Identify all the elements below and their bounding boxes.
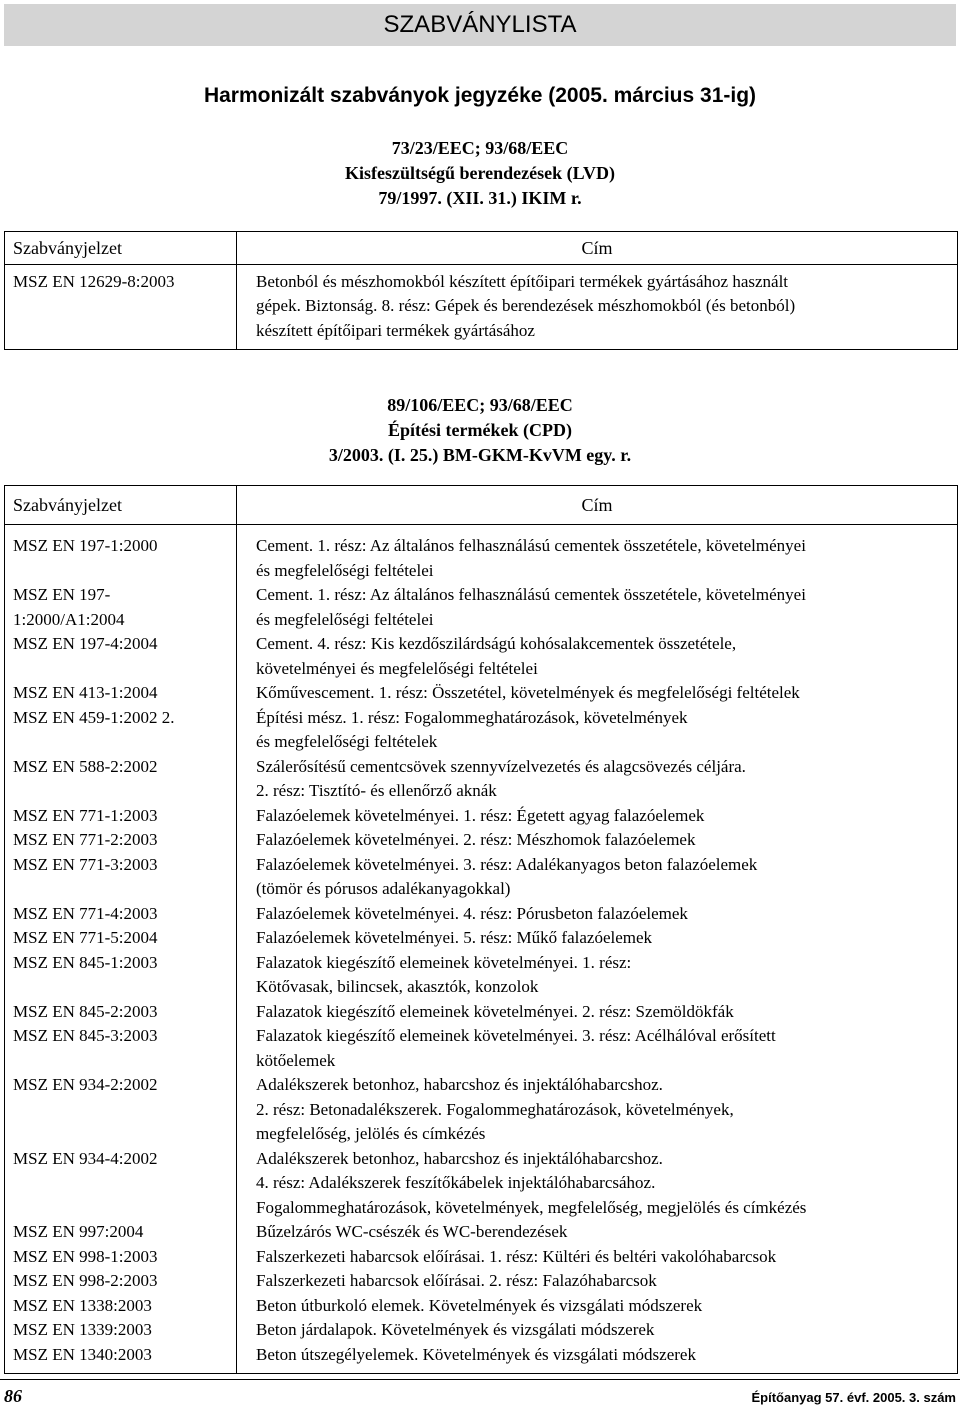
- table-row: [5, 804, 957, 829]
- standard-title: [237, 902, 957, 927]
- text-line: MSZ EN 1338:2003: [13, 1295, 152, 1315]
- text-line: MSZ EN 12629-8:2003: [13, 272, 175, 291]
- text-line: Cement. 1. rész: Az általános felhasználású cementek összetétele, követelményei: [256, 585, 806, 604]
- text-line: Beton útburkoló elemek. Követelmények és vizsgálati módszerek: [256, 1295, 703, 1315]
- standard-code: [5, 1294, 237, 1319]
- footer-rule: [0, 1379, 960, 1380]
- directive-header-lvd: [0, 136, 960, 211]
- table-row: [5, 1318, 957, 1343]
- table-row: [5, 1024, 957, 1073]
- standard-code: [5, 265, 237, 349]
- text-line: Falazóelemek követelményei. 3. rész: Adalékanyagos beton falazóelemek: [256, 854, 758, 874]
- table-row: [5, 1269, 957, 1294]
- standard-code: [5, 926, 237, 951]
- text-line: Cement. 4. rész: Kis kezdőszilárdságú kohósalakcementek összetétele,: [256, 634, 737, 653]
- text-line: és megfelelőségi feltételek: [256, 732, 438, 751]
- text-line: Kötővasak, bilincsek, akasztók, konzolok: [256, 977, 539, 996]
- text-line: Szálerősítésű cementcsövek szennyvízelvezetés és alagcsövezés céljára.: [256, 756, 746, 776]
- section-banner: [4, 4, 956, 46]
- text-line: MSZ EN 998-1:2003: [13, 1246, 158, 1266]
- text-line: MSZ EN 771-5:2004: [13, 928, 158, 947]
- text-line: MSZ EN 934-2:2002: [13, 1075, 158, 1094]
- text-line: MSZ EN 197-1:2000: [13, 536, 158, 555]
- table-row: [5, 1220, 957, 1245]
- table-row: [5, 1147, 957, 1221]
- standard-code: [5, 1220, 237, 1245]
- text-line: MSZ EN 413-1:2004: [13, 683, 158, 702]
- standard-title: [237, 265, 957, 349]
- table-row: [5, 902, 957, 927]
- col-header-title: Cím: [581, 494, 613, 515]
- table-row: [5, 1245, 957, 1270]
- standard-title: [237, 1220, 957, 1245]
- table-row: [5, 1294, 957, 1319]
- directive-header-cpd: [0, 393, 960, 468]
- table-row: [5, 681, 957, 706]
- table-row: [5, 1000, 957, 1025]
- standard-title: [237, 951, 957, 1000]
- text-line: Falazóelemek követelményei. 4. rész: Pórusbeton falazóelemek: [256, 903, 688, 923]
- standard-code: [5, 902, 237, 927]
- table-row: [5, 828, 957, 853]
- text-line: kötőelemek: [256, 1050, 336, 1070]
- directive-line: 89/106/EEC; 93/68/EEC: [387, 395, 573, 415]
- text-line: Falazóelemek követelményei. 1. rész: Égetett agyag falazóelemek: [256, 805, 705, 825]
- directive-line: 79/1997. (XII. 31.) IKIM r.: [378, 188, 582, 208]
- publication-info: Építőanyag 57. évf. 2005. 3. szám: [751, 1390, 956, 1405]
- table-row: [5, 926, 957, 951]
- text-line: MSZ EN 771-4:2003: [13, 903, 158, 923]
- standard-code: [5, 1147, 237, 1221]
- page-title: Harmonizált szabványok jegyzéke (2005. március 31-ig): [203, 84, 757, 107]
- standard-title: [237, 926, 957, 951]
- text-line: Fogalommeghatározások, követelmények, megfelelőség, megjelölés és címkézés: [256, 1197, 807, 1217]
- table-row: [5, 706, 957, 755]
- text-line: MSZ EN 459-1:2002 2.: [13, 707, 175, 727]
- text-line: Adalékszerek betonhoz, habarcshoz és injektálóhabarcshoz.: [256, 1075, 663, 1094]
- text-line: gépek. Biztonság. 8. rész: Gépek és berendezések mészhomokból (és betonból): [256, 296, 796, 316]
- text-line: Betonból és mészhomokból készített építőipari termékek gyártásához használt: [256, 272, 789, 291]
- standard-code: [5, 583, 237, 632]
- table-row: [5, 1343, 957, 1374]
- text-line: Bűzelzárós WC-csészék és WC-berendezések: [256, 1222, 568, 1241]
- standard-title: [237, 1024, 957, 1073]
- text-line: és megfelelőségi feltételei: [256, 560, 434, 580]
- standard-title: [237, 1245, 957, 1270]
- table-row: [5, 632, 957, 681]
- directive-line: 3/2003. (I. 25.) BM-GKM-KvVM egy. r.: [328, 445, 632, 465]
- standard-title: [237, 525, 957, 583]
- standard-code: [5, 525, 237, 583]
- text-line: Falazóelemek követelményei. 5. rész: Műkő falazóelemek: [256, 928, 653, 947]
- standard-title: [237, 1318, 957, 1343]
- standard-title: [237, 1294, 957, 1319]
- directive-line: Kisfeszültségű berendezések (LVD): [345, 163, 615, 183]
- standards-table-cpd: [4, 485, 958, 1374]
- table-row: [5, 1073, 957, 1147]
- text-line: MSZ EN 588-2:2002: [13, 756, 158, 776]
- table-row: [5, 583, 957, 632]
- text-line: MSZ EN 197-4:2004: [13, 634, 158, 653]
- text-line: MSZ EN 197-: [13, 585, 111, 604]
- standard-title: [237, 1147, 957, 1221]
- text-line: MSZ EN 771-3:2003: [13, 854, 158, 874]
- standards-table-lvd: [4, 231, 958, 350]
- text-line: Cement. 1. rész: Az általános felhasználású cementek összetétele, követelményei: [256, 536, 806, 555]
- table-row: [5, 525, 957, 583]
- text-line: MSZ EN 1339:2003: [13, 1320, 152, 1339]
- standard-title: [237, 755, 957, 804]
- standard-title: [237, 853, 957, 902]
- text-line: MSZ EN 997:2004: [13, 1222, 144, 1241]
- text-line: MSZ EN 845-3:2003: [13, 1026, 158, 1045]
- standard-title: [237, 828, 957, 853]
- text-line: Falszerkezeti habarcsok előírásai. 1. rész: Kültéri és beltéri vakolóhabarcsok: [256, 1246, 777, 1266]
- text-line: 4. rész: Adalékszerek feszítőkábelek injektálóhabarcsához.: [256, 1173, 656, 1192]
- standard-code: [5, 1245, 237, 1270]
- text-line: 1:2000/A1:2004: [13, 609, 125, 629]
- text-line: MSZ EN 1340:2003: [13, 1344, 152, 1364]
- standard-title: [237, 681, 957, 706]
- directive-line: 73/23/EEC; 93/68/EEC: [391, 138, 569, 158]
- text-line: Falazóelemek követelményei. 2. rész: Mészhomok falazóelemek: [256, 830, 696, 849]
- text-line: megfelelőség, jelölés és címkézés: [256, 1124, 486, 1143]
- standard-code: [5, 1318, 237, 1343]
- table-row: [5, 853, 957, 902]
- text-line: MSZ EN 771-1:2003: [13, 805, 158, 825]
- standard-title: [237, 583, 957, 632]
- standard-code: [5, 1343, 237, 1374]
- col-header-code: Szabványjelzet: [5, 486, 237, 524]
- table-row: [5, 951, 957, 1000]
- standard-title: [237, 632, 957, 681]
- text-line: Falazatok kiegészítő elemeinek követelményei. 2. rész: Szemöldökfák: [256, 1001, 734, 1021]
- standard-code: [5, 755, 237, 804]
- text-line: (tömör és pórusos adalékanyagokkal): [256, 879, 511, 898]
- standard-code: [5, 804, 237, 829]
- text-line: követelményei és megfelelőségi feltételei: [256, 658, 538, 678]
- standard-code: [5, 853, 237, 902]
- table-row: [5, 755, 957, 804]
- standard-code: [5, 828, 237, 853]
- standard-title: [237, 1073, 957, 1147]
- text-line: MSZ EN 845-2:2003: [13, 1001, 158, 1021]
- directive-line: Építési termékek (CPD): [388, 420, 572, 440]
- standard-title: [237, 1000, 957, 1025]
- standard-code: [5, 681, 237, 706]
- standard-code: [5, 1024, 237, 1073]
- text-line: Falszerkezeti habarcsok előírásai. 2. rész: Falazóhabarcsok: [256, 1271, 657, 1290]
- standard-code: [5, 951, 237, 1000]
- text-line: MSZ EN 771-2:2003: [13, 830, 158, 849]
- text-line: Építési mész. 1. rész: Fogalommeghatározások, követelmények: [256, 707, 688, 727]
- standard-code: [5, 1000, 237, 1025]
- text-line: Falazatok kiegészítő elemeinek követelményei. 3. rész: Acélhálóval erősített: [256, 1026, 776, 1045]
- table-header: [5, 232, 957, 265]
- text-line: és megfelelőségi feltételei: [256, 609, 434, 629]
- text-line: Adalékszerek betonhoz, habarcshoz és injektálóhabarcshoz.: [256, 1148, 663, 1168]
- standard-code: [5, 1269, 237, 1294]
- text-line: 2. rész: Tisztító- és ellenőrző aknák: [256, 781, 497, 800]
- text-line: Beton útszegélyelemek. Követelmények és vizsgálati módszerek: [256, 1344, 696, 1364]
- standard-title: [237, 1269, 957, 1294]
- standard-title: [237, 804, 957, 829]
- standard-title: [237, 1343, 957, 1374]
- standard-code: [5, 1073, 237, 1147]
- text-line: Falazatok kiegészítő elemeinek követelményei. 1. rész:: [256, 952, 632, 972]
- text-line: 2. rész: Betonadalékszerek. Fogalommeghatározások, követelmények,: [256, 1099, 734, 1119]
- standard-code: [5, 632, 237, 681]
- table-header: [5, 486, 957, 525]
- banner-title: SZABVÁNYLISTA: [383, 11, 577, 38]
- col-header-code: Szabványjelzet: [5, 232, 237, 264]
- standard-title: [237, 706, 957, 755]
- page-number: 86: [4, 1386, 22, 1406]
- standard-code: [5, 706, 237, 755]
- text-line: MSZ EN 998-2:2003: [13, 1271, 158, 1290]
- text-line: MSZ EN 934-4:2002: [13, 1148, 158, 1168]
- text-line: Kőművescement. 1. rész: Összetétel, követelmények és megfelelőségi feltételek: [256, 683, 800, 702]
- text-line: készített építőipari termékek gyártásához: [256, 320, 535, 340]
- text-line: MSZ EN 845-1:2003: [13, 952, 158, 972]
- text-line: Beton járdalapok. Követelmények és vizsgálati módszerek: [256, 1320, 655, 1339]
- col-header-title: Cím: [581, 237, 613, 258]
- table-row: [5, 265, 957, 349]
